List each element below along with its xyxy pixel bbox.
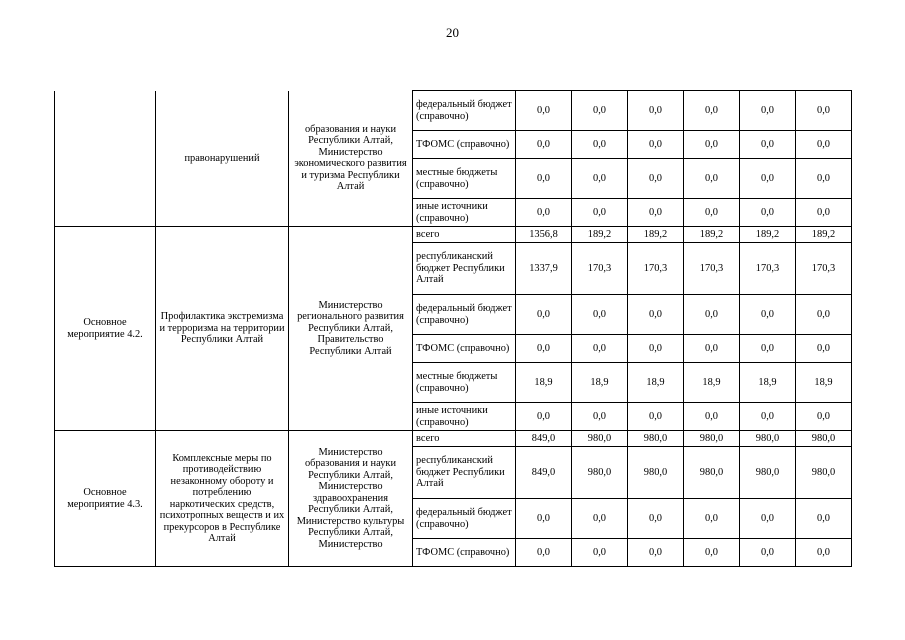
event-cell bbox=[55, 91, 156, 227]
value-cell: 980,0 bbox=[628, 431, 684, 447]
value-cell: 18,9 bbox=[516, 363, 572, 403]
value-cell: 0,0 bbox=[740, 91, 796, 131]
value-cell: 0,0 bbox=[572, 403, 628, 431]
source-cell: федеральный бюджет (справочно) bbox=[413, 295, 516, 335]
value-cell: 18,9 bbox=[684, 363, 740, 403]
value-cell: 0,0 bbox=[572, 335, 628, 363]
source-cell: ТФОМС (справочно) bbox=[413, 335, 516, 363]
value-cell: 0,0 bbox=[516, 91, 572, 131]
value-cell: 0,0 bbox=[572, 199, 628, 227]
value-cell: 170,3 bbox=[796, 243, 852, 295]
measure-name-cell: правонарушений bbox=[156, 91, 289, 227]
value-cell: 0,0 bbox=[628, 131, 684, 159]
value-cell: 0,0 bbox=[628, 91, 684, 131]
executor-cell: Министерство образования и науки Республики Алтай, Министерство здравоохранения Республики Алтай, Министерство культуры Республики Алтай, Министерство bbox=[289, 431, 413, 567]
value-cell: 1356,8 bbox=[516, 227, 572, 243]
value-cell: 0,0 bbox=[740, 335, 796, 363]
value-cell: 0,0 bbox=[572, 539, 628, 567]
budget-table-body bbox=[55, 91, 852, 567]
source-cell: федеральный бюджет (справочно) bbox=[413, 499, 516, 539]
source-cell: ТФОМС (справочно) bbox=[413, 131, 516, 159]
value-cell: 0,0 bbox=[684, 159, 740, 199]
source-cell: иные источники (справочно) bbox=[413, 199, 516, 227]
value-cell: 0,0 bbox=[516, 295, 572, 335]
value-cell: 0,0 bbox=[628, 199, 684, 227]
value-cell: 0,0 bbox=[572, 131, 628, 159]
value-cell: 0,0 bbox=[740, 539, 796, 567]
value-cell: 170,3 bbox=[740, 243, 796, 295]
table-row bbox=[55, 431, 852, 447]
value-cell: 0,0 bbox=[796, 91, 852, 131]
source-cell: республиканский бюджет Республики Алтай bbox=[413, 447, 516, 499]
value-cell: 189,2 bbox=[572, 227, 628, 243]
value-cell: 0,0 bbox=[796, 403, 852, 431]
value-cell: 980,0 bbox=[572, 431, 628, 447]
value-cell: 0,0 bbox=[516, 403, 572, 431]
value-cell: 980,0 bbox=[628, 447, 684, 499]
value-cell: 0,0 bbox=[684, 539, 740, 567]
table-row bbox=[55, 91, 852, 131]
value-cell: 0,0 bbox=[684, 403, 740, 431]
value-cell: 849,0 bbox=[516, 431, 572, 447]
value-cell: 0,0 bbox=[796, 159, 852, 199]
value-cell: 189,2 bbox=[628, 227, 684, 243]
budget-table bbox=[54, 90, 852, 567]
value-cell: 0,0 bbox=[684, 295, 740, 335]
value-cell: 0,0 bbox=[572, 499, 628, 539]
value-cell: 0,0 bbox=[684, 199, 740, 227]
value-cell: 0,0 bbox=[796, 499, 852, 539]
value-cell: 0,0 bbox=[516, 131, 572, 159]
value-cell: 0,0 bbox=[740, 199, 796, 227]
source-cell: ТФОМС (справочно) bbox=[413, 539, 516, 567]
source-cell: местные бюджеты (справочно) bbox=[413, 159, 516, 199]
value-cell: 0,0 bbox=[628, 403, 684, 431]
value-cell: 980,0 bbox=[740, 431, 796, 447]
event-cell: Основное мероприятие 4.2. bbox=[55, 227, 156, 431]
value-cell: 18,9 bbox=[628, 363, 684, 403]
value-cell: 189,2 bbox=[740, 227, 796, 243]
value-cell: 0,0 bbox=[796, 335, 852, 363]
value-cell: 170,3 bbox=[628, 243, 684, 295]
value-cell: 18,9 bbox=[572, 363, 628, 403]
event-cell: Основное мероприятие 4.3. bbox=[55, 431, 156, 567]
value-cell: 0,0 bbox=[684, 131, 740, 159]
measure-name-cell: Комплексные меры по противодействию незаконному обороту и потреблению наркотических средств, психотропных веществ и их прекурсоров в Республике Алтай bbox=[156, 431, 289, 567]
value-cell: 980,0 bbox=[684, 431, 740, 447]
measure-name-cell: Профилактика экстремизма и терроризма на территории Республики Алтай bbox=[156, 227, 289, 431]
value-cell: 980,0 bbox=[684, 447, 740, 499]
value-cell: 0,0 bbox=[572, 91, 628, 131]
value-cell: 980,0 bbox=[572, 447, 628, 499]
value-cell: 189,2 bbox=[684, 227, 740, 243]
value-cell: 0,0 bbox=[628, 499, 684, 539]
value-cell: 18,9 bbox=[796, 363, 852, 403]
value-cell: 1337,9 bbox=[516, 243, 572, 295]
source-cell: иные источники (справочно) bbox=[413, 403, 516, 431]
value-cell: 980,0 bbox=[740, 447, 796, 499]
value-cell: 0,0 bbox=[740, 403, 796, 431]
source-cell: местные бюджеты (справочно) bbox=[413, 363, 516, 403]
value-cell: 18,9 bbox=[740, 363, 796, 403]
value-cell: 0,0 bbox=[684, 499, 740, 539]
value-cell: 0,0 bbox=[516, 539, 572, 567]
value-cell: 0,0 bbox=[516, 199, 572, 227]
value-cell: 0,0 bbox=[628, 539, 684, 567]
value-cell: 0,0 bbox=[572, 159, 628, 199]
value-cell: 0,0 bbox=[628, 295, 684, 335]
value-cell: 0,0 bbox=[740, 159, 796, 199]
value-cell: 980,0 bbox=[796, 447, 852, 499]
value-cell: 0,0 bbox=[516, 159, 572, 199]
executor-cell: образования и науки Республики Алтай, Министерство экономического развития и туризма Республики Алтай bbox=[289, 91, 413, 227]
value-cell: 0,0 bbox=[796, 199, 852, 227]
value-cell: 0,0 bbox=[740, 499, 796, 539]
value-cell: 170,3 bbox=[572, 243, 628, 295]
value-cell: 0,0 bbox=[516, 499, 572, 539]
value-cell: 849,0 bbox=[516, 447, 572, 499]
executor-cell: Министерство регионального развития Республики Алтай, Правительство Республики Алтай bbox=[289, 227, 413, 431]
source-cell: всего bbox=[413, 431, 516, 447]
value-cell: 0,0 bbox=[796, 295, 852, 335]
value-cell: 170,3 bbox=[684, 243, 740, 295]
value-cell: 0,0 bbox=[628, 335, 684, 363]
source-cell: республиканский бюджет Республики Алтай bbox=[413, 243, 516, 295]
value-cell: 0,0 bbox=[628, 159, 684, 199]
value-cell: 189,2 bbox=[796, 227, 852, 243]
page-number: 20 bbox=[446, 25, 459, 40]
value-cell: 980,0 bbox=[796, 431, 852, 447]
value-cell: 0,0 bbox=[516, 335, 572, 363]
value-cell: 0,0 bbox=[572, 295, 628, 335]
value-cell: 0,0 bbox=[796, 131, 852, 159]
source-cell: федеральный бюджет (справочно) bbox=[413, 91, 516, 131]
source-cell: всего bbox=[413, 227, 516, 243]
value-cell: 0,0 bbox=[796, 539, 852, 567]
value-cell: 0,0 bbox=[740, 295, 796, 335]
value-cell: 0,0 bbox=[740, 131, 796, 159]
value-cell: 0,0 bbox=[684, 91, 740, 131]
table-row bbox=[55, 227, 852, 243]
value-cell: 0,0 bbox=[684, 335, 740, 363]
